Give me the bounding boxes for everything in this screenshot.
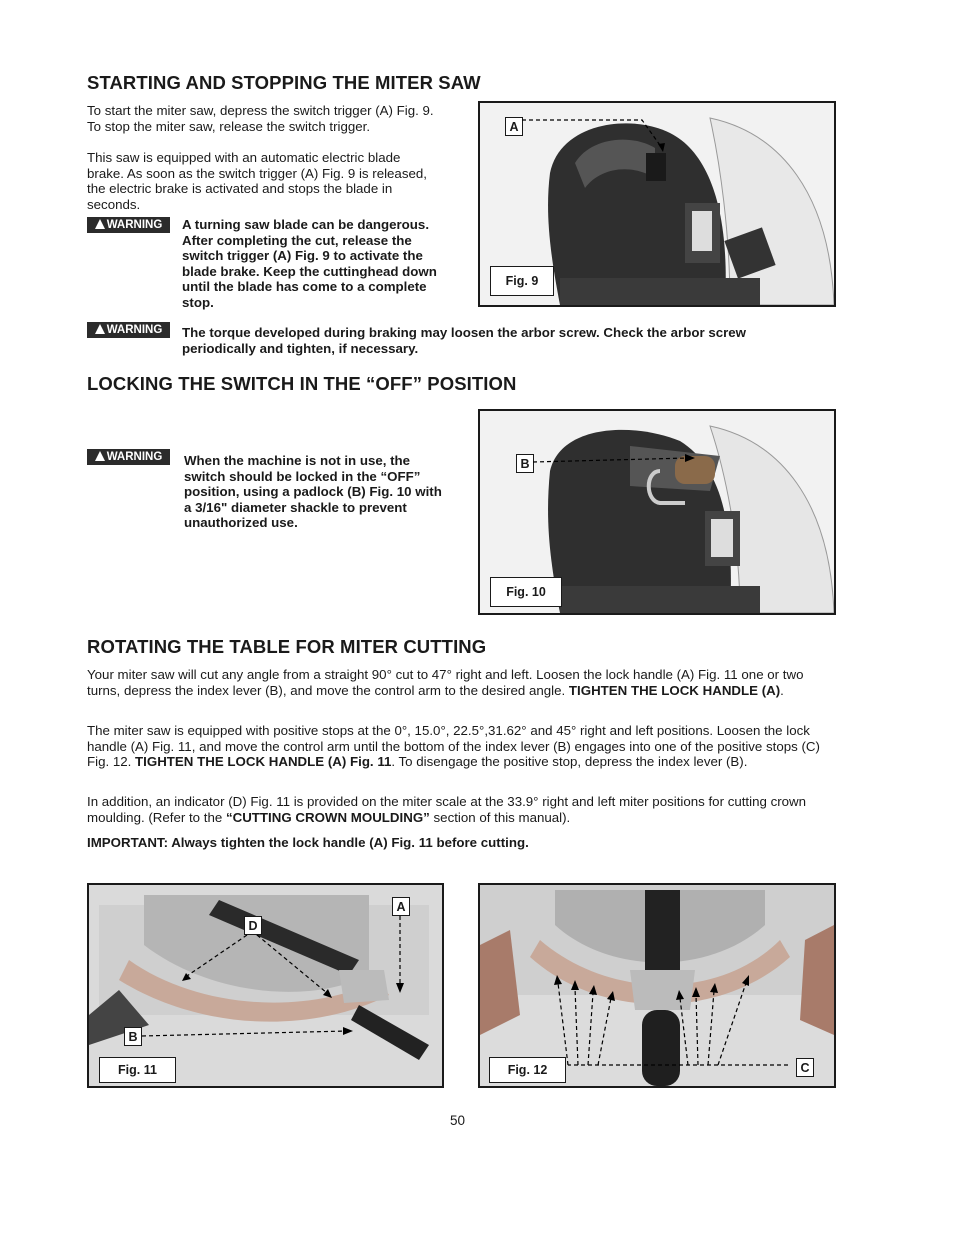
text-run: section of this manual).	[429, 809, 571, 825]
section-heading-locking-switch: LOCKING THE SWITCH IN THE “OFF” POSITION	[87, 373, 517, 394]
warning-text-torque: The torque developed during braking may loosen the arbor screw. Check the arbor screw periodically and tighten, if necessary.	[182, 325, 747, 356]
warning-label: WARNING	[106, 451, 163, 463]
figure-label: Fig. 11	[99, 1057, 176, 1083]
text-run: The miter saw is equipped with positive stops at the 0°, 15.0°, 22.5°,31.62° and 45° right and left positions. Loosen the lock handle (A) Fig. 11, and move the control arm until the bottom of the index lever (B) engages into one of the positive stops (C) Fig. 12.	[87, 723, 820, 770]
callout-b-arrow	[533, 452, 703, 472]
callout-c: C	[796, 1058, 814, 1077]
text-run: . To disengage the positive stop, depress the index lever (B).	[391, 754, 748, 770]
callout-b: B	[516, 454, 534, 473]
text-run-bold: TIGHTEN THE LOCK HANDLE (A) Fig. 11	[135, 754, 392, 770]
section-heading-starting-stopping: STARTING AND STOPPING THE MITER SAW	[87, 72, 481, 93]
text-run: .	[780, 682, 784, 698]
callout-a: A	[392, 897, 410, 916]
figure-label: Fig. 12	[489, 1057, 566, 1083]
warning-triangle-icon	[95, 219, 105, 229]
figure-label: Fig. 10	[490, 577, 562, 607]
rotating-paragraph-1	[87, 667, 832, 698]
warning-badge	[87, 449, 170, 465]
warning-label: WARNING	[106, 219, 163, 231]
warning-badge	[87, 217, 170, 233]
start-stop-paragraph: To start the miter saw, depress the switch trigger (A) Fig. 9. To stop the miter saw, release the switch trigger.	[87, 103, 434, 134]
callout-a: A	[505, 117, 523, 136]
warning-triangle-icon	[95, 451, 105, 461]
warning-label: WARNING	[106, 324, 163, 336]
callout-d: D	[244, 916, 262, 935]
warning-triangle-icon	[95, 324, 105, 334]
warning-text-blade: A turning saw blade can be dangerous. After completing the cut, release the switch trigger (A) Fig. 9 to activate the blade brake. Keep the cuttinghead down until the blade has come to a complete stop.	[182, 217, 437, 310]
page-number: 50	[450, 1113, 466, 1128]
warning-text-padlock: When the machine is not in use, the switch should be locked in the “OFF” position, using a padlock (B) Fig. 10 with a 3/16" diameter shackle to prevent unauthorized use.	[184, 453, 442, 531]
important-note: IMPORTANT: Always tighten the lock handle (A) Fig. 11 before cutting.	[87, 835, 529, 850]
text-run-bold: TIGHTEN THE LOCK HANDLE (A)	[568, 682, 781, 698]
callout-a-arrow	[522, 116, 682, 156]
figure-10-photo	[478, 409, 836, 615]
text-run-bold: “CUTTING CROWN MOULDING”	[225, 809, 430, 825]
figure-label: Fig. 9	[490, 266, 554, 296]
text-run: Your miter saw will cut any angle from a straight 90° cut to 47° right and left. Loosen the lock handle (A) Fig. 11 one or two turns, depress the index lever (B), and move the control arm to the desired angle.	[87, 667, 804, 698]
rotating-paragraph-3	[87, 794, 837, 825]
brake-paragraph: This saw is equipped with an automatic electric blade brake. As soon as the switch trigger (A) Fig. 9 is released, the electric brake is activated and stops the blade in seconds.	[87, 150, 427, 212]
section-heading-rotating-table: ROTATING THE TABLE FOR MITER CUTTING	[87, 636, 487, 657]
figure-11-callout-arrows	[87, 883, 440, 1084]
warning-badge	[87, 322, 170, 338]
figure-12-callout-arrows	[478, 883, 832, 1084]
callout-b: B	[124, 1027, 142, 1046]
rotating-paragraph-2	[87, 723, 832, 770]
text-run: In addition, an indicator (D) Fig. 11 is provided on the miter scale at the 33.9° right and left miter positions for cutting crown moulding. (Refer to the	[87, 794, 807, 825]
